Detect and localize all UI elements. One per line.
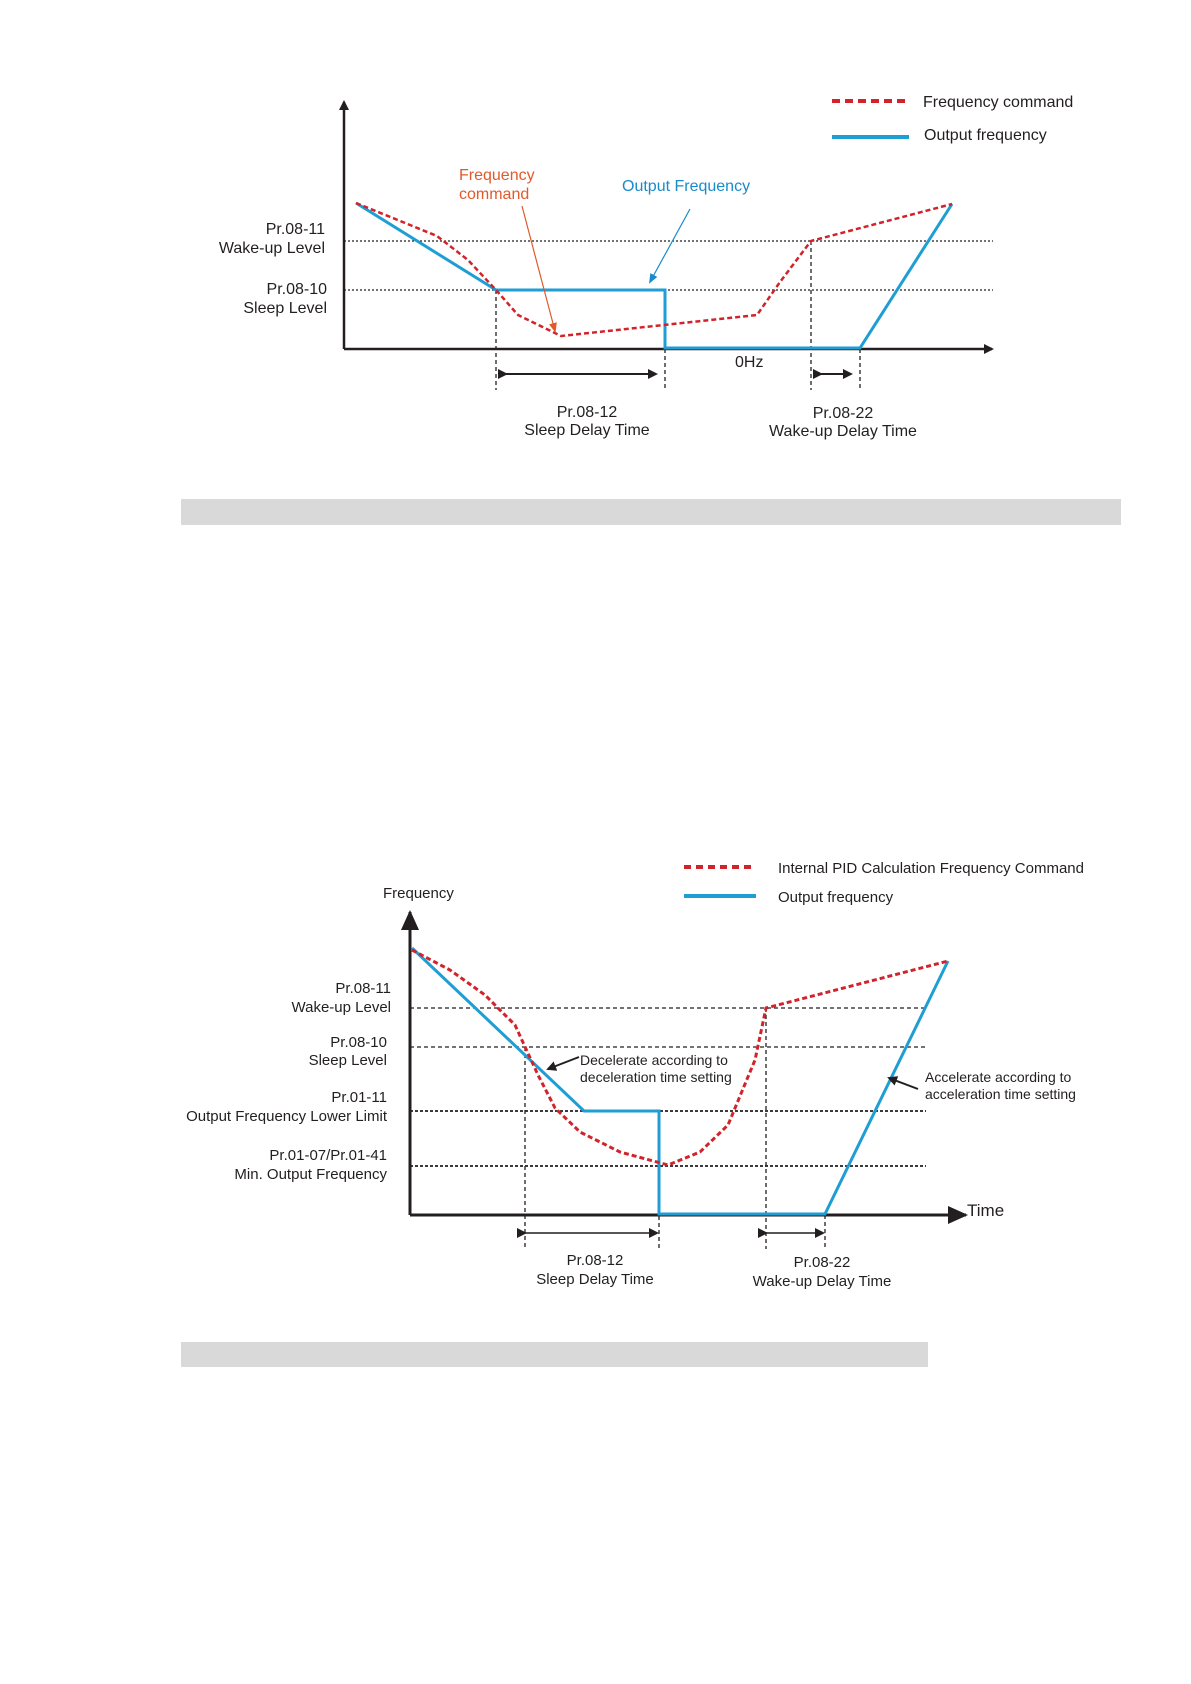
legend-frequency-command-label: Frequency command: [923, 94, 1074, 111]
decelerate-note-line1: Decelerate according to: [580, 1052, 728, 1068]
wakeup-delay-code: Pr.08-22: [812, 405, 874, 422]
sleep-wakeup-diagram-2: [0, 840, 1191, 1310]
legend-output-frequency-label: Output frequency: [778, 889, 894, 906]
accelerate-note-line1: Accelerate according to: [925, 1069, 1072, 1085]
x-axis-label: Time: [967, 1201, 1005, 1220]
output-frequency-pointer: [650, 209, 690, 282]
wakeup-delay-code: Pr.08-22: [793, 1254, 851, 1271]
wakeup-level-label: Wake-up Level: [291, 999, 391, 1016]
output-frequency-annotation: Output Frequency: [622, 178, 751, 195]
min-output-label: Min. Output Frequency: [234, 1166, 387, 1183]
accelerate-note-line2: acceleration time setting: [925, 1086, 1076, 1102]
frequency-command-annotation-line1: Frequency: [459, 167, 535, 184]
frequency-command-annotation-line2: command: [459, 186, 530, 203]
wakeup-delay-label: Wake-up Delay Time: [769, 423, 917, 440]
wakeup-level-code: Pr.08-11: [265, 221, 325, 238]
sleep-delay-label: Sleep Delay Time: [536, 1271, 654, 1288]
y-axis-label: Frequency: [383, 885, 454, 902]
sleep-level-code: Pr.08-10: [266, 281, 327, 298]
sleep-delay-code: Pr.08-12: [566, 1252, 624, 1269]
legend-output-frequency-label: Output frequency: [924, 127, 1047, 144]
decelerate-pointer: [548, 1057, 579, 1069]
sleep-delay-code: Pr.08-12: [556, 404, 618, 421]
lower-limit-label: Output Frequency Lower Limit: [186, 1108, 387, 1125]
accelerate-pointer: [889, 1078, 918, 1089]
wakeup-level-label: Wake-up Level: [218, 240, 325, 257]
sleep-level-label: Sleep Level: [308, 1052, 387, 1069]
frequency-command-line: [356, 203, 952, 336]
sleep-wakeup-diagram-1: [0, 0, 1191, 460]
caption-bar: [181, 499, 1121, 525]
zero-hz-label: 0Hz: [735, 354, 764, 371]
decelerate-note-line2: deceleration time setting: [580, 1069, 732, 1085]
sleep-level-label: Sleep Level: [243, 300, 327, 317]
lower-limit-code: Pr.01-11: [331, 1089, 387, 1106]
wakeup-delay-label: Wake-up Delay Time: [752, 1273, 892, 1290]
legend-pid-command-label: Internal PID Calculation Frequency Command: [778, 860, 1084, 877]
frequency-command-pointer: [522, 206, 555, 331]
sleep-delay-label: Sleep Delay Time: [524, 422, 650, 439]
caption-bar: [181, 1342, 928, 1367]
sleep-level-code: Pr.08-10: [330, 1034, 387, 1051]
min-output-code: Pr.01-07/Pr.01-41: [269, 1147, 387, 1164]
wakeup-level-code: Pr.08-11: [335, 980, 391, 997]
